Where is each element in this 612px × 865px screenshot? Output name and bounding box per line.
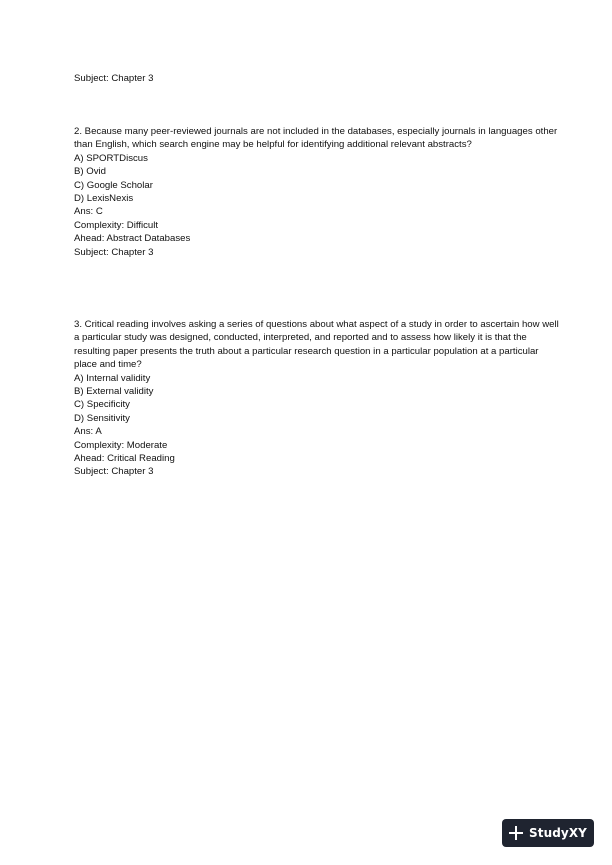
option-b: B) Ovid <box>74 166 106 178</box>
logo-text: StudyXY <box>529 826 587 840</box>
option-d: D) LexisNexis <box>74 193 134 205</box>
question-stem: 2. Because many peer-reviewed journals are not included in the databases, especially journals in languages other than English, which search engine may be helpful for identifying additional relevant abstracts? <box>74 126 558 151</box>
subject: Subject: Chapter 3 <box>74 246 154 258</box>
answer: Ans: A <box>74 426 102 438</box>
option-d: D) Sensitivity <box>74 412 130 424</box>
plus-icon <box>509 826 523 840</box>
complexity: Complexity: Moderate <box>74 439 168 451</box>
option-c: C) Google Scholar <box>74 179 153 191</box>
question-stem: 3. Critical reading involves asking a series of questions about what aspect of a study in order to ascertain how well a particular study was designed, conducted, interpreted, and reported and to assess how likely it is that the resulting paper presents the truth about a particular research question in a particular population at a particular place and time? <box>74 319 559 371</box>
option-c: C) Specificity <box>74 399 130 411</box>
previous-question-subject: Subject: Chapter 3 <box>74 73 154 84</box>
studyxy-logo[interactable] <box>502 819 594 847</box>
ahead: Ahead: Critical Reading <box>74 453 175 465</box>
question-3 <box>74 318 564 479</box>
option-b: B) External validity <box>74 386 154 398</box>
option-a: A) Internal validity <box>74 372 151 384</box>
complexity: Complexity: Difficult <box>74 219 159 231</box>
subject: Subject: Chapter 3 <box>74 466 154 478</box>
answer: Ans: C <box>74 206 103 218</box>
ahead: Ahead: Abstract Databases <box>74 233 191 245</box>
option-a: A) SPORTDiscus <box>74 152 148 164</box>
question-2 <box>74 125 564 259</box>
